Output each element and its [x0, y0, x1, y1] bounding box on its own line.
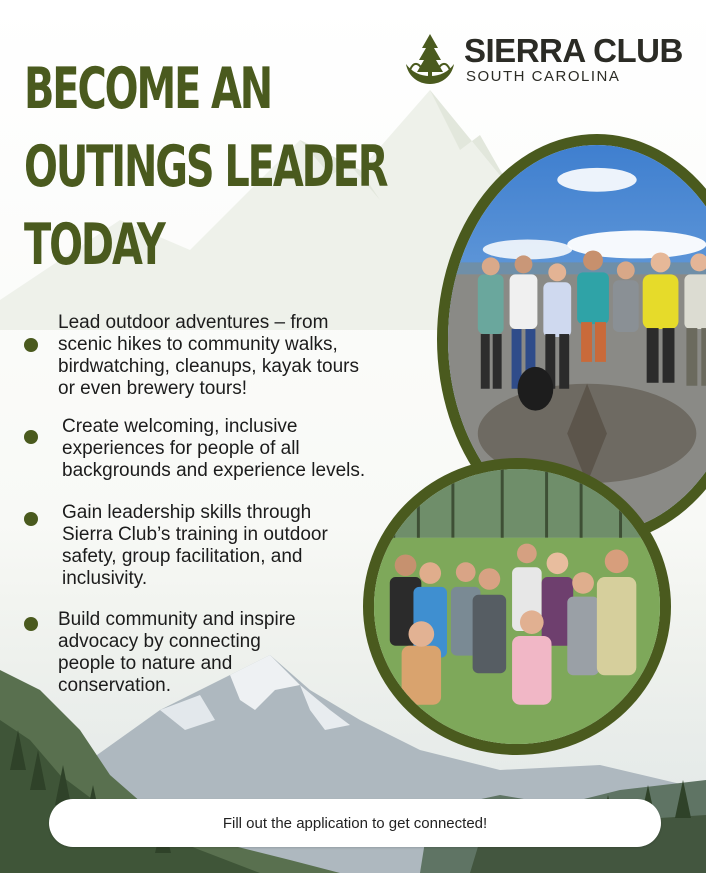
- headline-line-2: OUTINGS LEADER: [24, 134, 387, 200]
- sierra-club-logo: [400, 30, 690, 94]
- bullet-line: scenic hikes to community walks,: [58, 334, 338, 355]
- bullet-text: [62, 416, 365, 482]
- bullet-line: conservation.: [58, 675, 172, 696]
- bullet-dot-icon: [24, 338, 38, 352]
- application-cta-button[interactable]: Fill out the application to get connected!: [49, 799, 661, 847]
- bullet-dot-icon: [24, 430, 38, 444]
- bullet-line: Build community and inspire: [58, 609, 296, 630]
- bullet-line: inclusivity.: [62, 568, 148, 589]
- bullet-line: Gain leadership skills through: [62, 502, 312, 523]
- bullet-line: birdwatching, cleanups, kayak tours: [58, 356, 359, 377]
- bullet-line: Sierra Club’s training in outdoor: [62, 524, 328, 545]
- group-photo-meadow: [363, 458, 671, 755]
- bullet-line: experiences for people of all: [62, 438, 300, 459]
- meadow-scene: [374, 469, 660, 744]
- bullet-line: people to nature and: [58, 653, 233, 674]
- headline-line-1: BECOME AN: [24, 56, 272, 122]
- bullet-line: Create welcoming, inclusive: [62, 416, 298, 437]
- logo-name: SIERRA CLUB: [464, 32, 683, 69]
- logo-chapter: SOUTH CAROLINA: [466, 68, 621, 85]
- bullet-line: Lead outdoor adventures – from: [58, 312, 329, 333]
- headline-line-3: TODAY: [24, 212, 164, 278]
- bullet-line: advocacy by connecting: [58, 631, 261, 652]
- tree-icon: [400, 30, 460, 90]
- bullet-line: backgrounds and experience levels.: [62, 460, 366, 481]
- bullet-line: or even brewery tours!: [58, 378, 248, 399]
- bullet-dot-icon: [24, 512, 38, 526]
- bullet-line: safety, group facilitation, and: [62, 546, 303, 567]
- headline: [24, 50, 386, 284]
